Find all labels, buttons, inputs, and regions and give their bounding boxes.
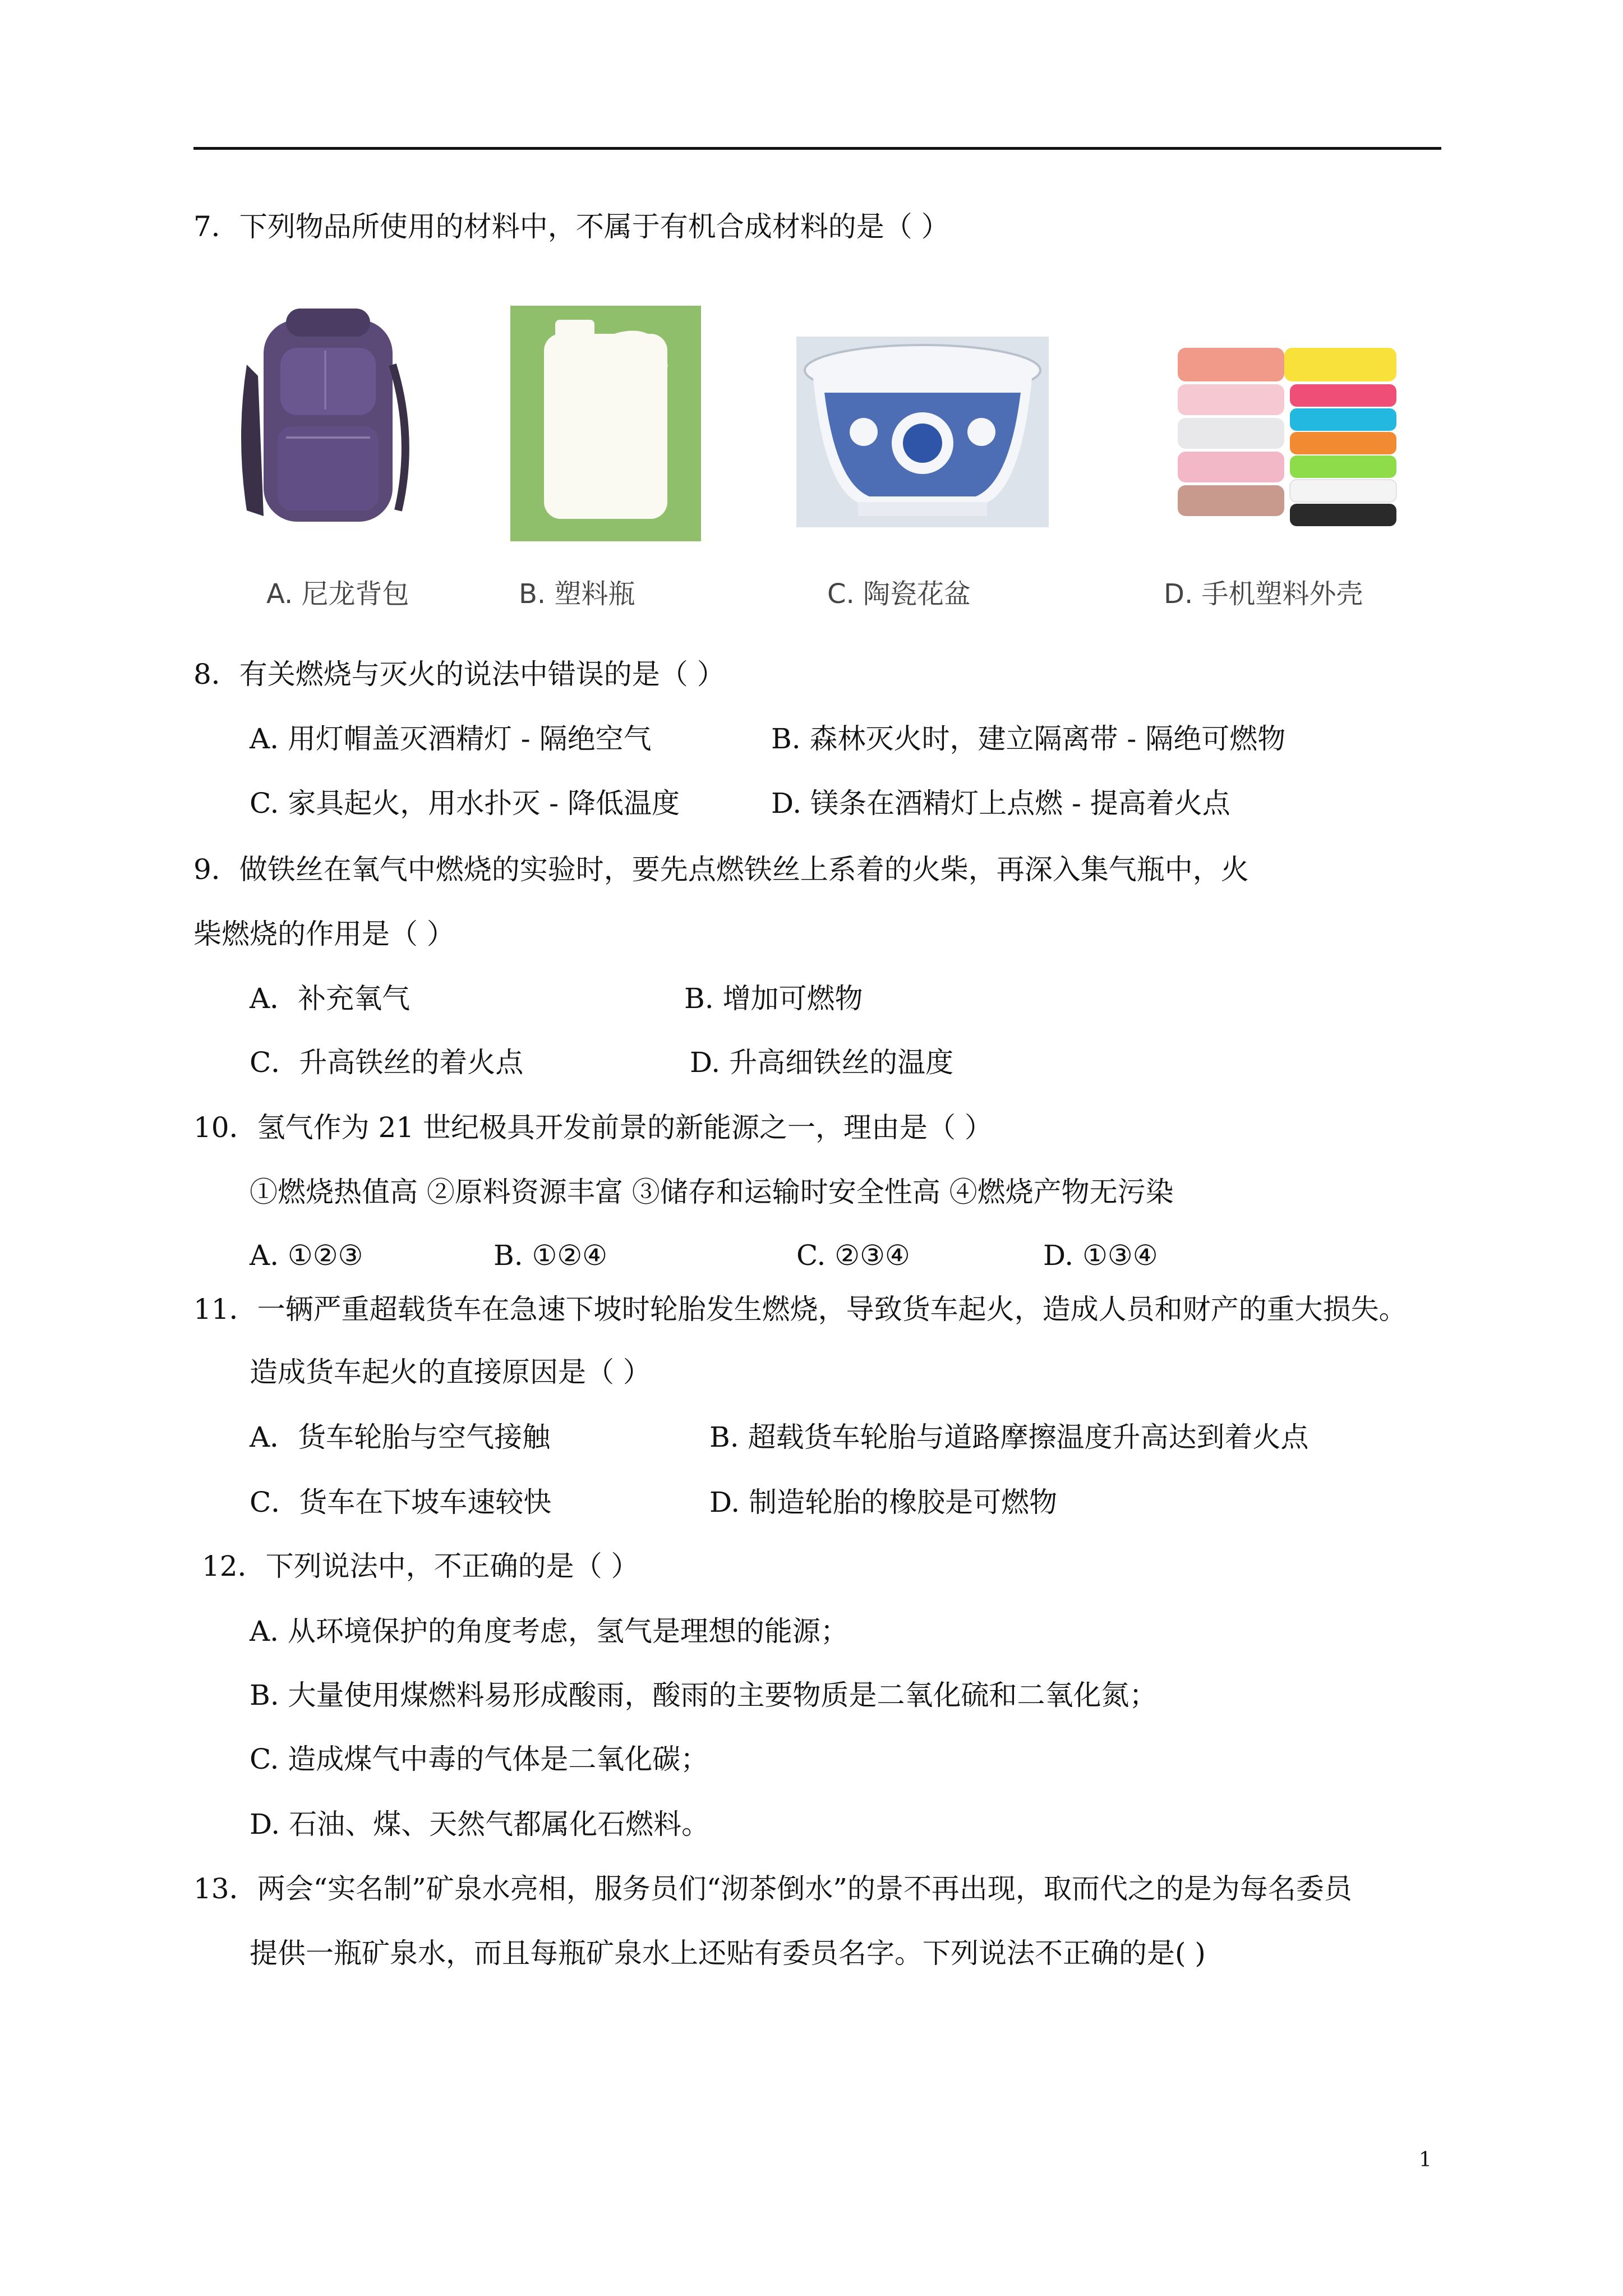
q7-caption-b: B. 塑料瓶 xyxy=(519,578,635,610)
q10-option-a: A. ①②③ xyxy=(250,1239,363,1272)
q11-stem-line1: 11．一辆严重超载货车在急速下坡时轮胎发生燃烧，导致货车起火，造成人员和财产的重大损失。 xyxy=(193,1293,1407,1326)
q12-option-d: D. 石油、煤、天然气都属化石燃料。 xyxy=(250,1808,710,1841)
q12-option-c: C. 造成煤气中毒的气体是二氧化碳； xyxy=(250,1743,709,1775)
q10-stem: 10．氢气作为 21 世纪极具开发前景的新能源之一，理由是（ ） xyxy=(193,1111,993,1144)
q10-option-c: C. ②③④ xyxy=(796,1239,910,1272)
plastic-bottle-image xyxy=(510,306,701,541)
q8-option-b: B. 森林灭火时，建立隔离带 - 隔绝可燃物 xyxy=(771,723,1286,755)
backpack-image xyxy=(224,297,426,533)
q8-option-d: D. 镁条在酒精灯上点燃 - 提高着火点 xyxy=(771,787,1230,820)
q11-option-b: B. 超载货车轮胎与道路摩擦温度升高达到着火点 xyxy=(709,1421,1309,1453)
q9-option-c: C．升高铁丝的着火点 xyxy=(250,1046,524,1079)
q9-option-a: A．补充氧气 xyxy=(250,982,411,1015)
q7-caption-d: D. 手机塑料外壳 xyxy=(1164,578,1363,610)
q7-stem: 7．下列物品所使用的材料中，不属于有机合成材料的是（ ） xyxy=(193,210,949,243)
q11-option-c: C．货车在下坡车速较快 xyxy=(250,1486,552,1519)
q7-caption-c: C. 陶瓷花盆 xyxy=(827,578,971,610)
q13-stem-line2: 提供一瓶矿泉水，而且每瓶矿泉水上还贴有委员名字。下列说法不正确的是( ) xyxy=(250,1937,1206,1970)
page-number: 1 xyxy=(1419,2148,1432,2171)
q8-option-a: A. 用灯帽盖灭酒精灯 - 隔绝空气 xyxy=(250,723,652,755)
q12-stem: 12．下列说法中，不正确的是（ ） xyxy=(202,1550,639,1582)
phone-case-image xyxy=(1172,337,1408,539)
q12-option-b: B. 大量使用煤燃料易形成酸雨，酸雨的主要物质是二氧化硫和二氧化氮； xyxy=(250,1679,1158,1711)
q11-option-d: D. 制造轮胎的橡胶是可燃物 xyxy=(709,1486,1058,1519)
q10-option-d: D. ①③④ xyxy=(1043,1239,1158,1272)
q8-option-c: C. 家具起火，用水扑灭 - 降低温度 xyxy=(250,787,680,820)
q9-stem-line2: 柴燃烧的作用是（ ） xyxy=(193,918,455,950)
header-rule xyxy=(193,147,1441,150)
q9-option-b: B. 增加可燃物 xyxy=(684,982,863,1015)
q8-stem: 8．有关燃烧与灭火的说法中错误的是（ ） xyxy=(193,658,725,691)
q11-option-a: A．货车轮胎与空气接触 xyxy=(250,1421,551,1453)
q7-caption-a: A. 尼龙背包 xyxy=(266,578,409,610)
q10-option-b: B. ①②④ xyxy=(494,1239,608,1272)
q13-stem-line1: 13．两会“实名制”矿泉水亮相，服务员们“沏茶倒水”的景不再出现，取而代之的是为每名委员 xyxy=(193,1872,1352,1905)
q11-stem-line2: 造成货车起火的直接原因是（ ） xyxy=(250,1356,651,1388)
q12-option-a: A. 从环境保护的角度考虑，氢气是理想的能源； xyxy=(250,1615,849,1648)
ceramic-flowerpot-image xyxy=(796,337,1049,527)
q9-option-d: D. 升高细铁丝的温度 xyxy=(690,1046,954,1079)
q9-stem-line1: 9．做铁丝在氧气中燃烧的实验时，要先点燃铁丝上系着的火柴，再深入集气瓶中，火 xyxy=(193,853,1249,886)
q10-items: ①燃烧热值高 ②原料资源丰富 ③储存和运输时安全性高 ④燃烧产物无污染 xyxy=(250,1176,1174,1208)
